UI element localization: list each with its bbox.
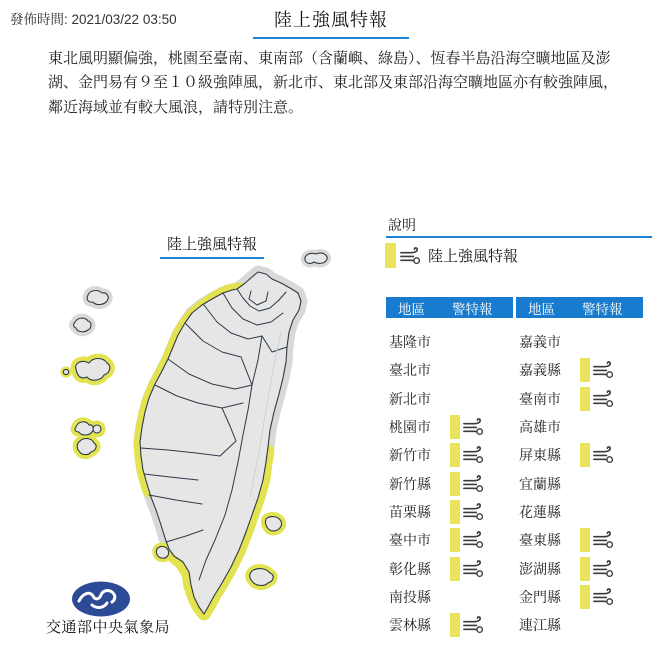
legend-item-label: 陸上強風特報	[428, 248, 519, 265]
region-name: 金門縣	[519, 588, 561, 605]
table-row	[516, 385, 643, 413]
strong-wind-icon	[592, 389, 615, 409]
map-title: 陸上強風特報	[160, 233, 264, 259]
warning-cell	[580, 585, 615, 609]
table-row	[386, 441, 513, 469]
table-row	[386, 611, 513, 639]
agency-name: 交通部中央氣象局	[46, 619, 171, 636]
strong-wind-icon	[462, 502, 485, 522]
table-header	[386, 297, 513, 318]
page-title: 陸上強風特報	[253, 6, 409, 39]
warning-color-bar	[580, 358, 590, 382]
strong-wind-icon	[462, 445, 485, 465]
table-row	[516, 498, 643, 526]
warning-color-bar	[450, 443, 460, 467]
warning-color-bar	[450, 528, 460, 552]
warning-color-bar	[450, 500, 460, 524]
strong-wind-icon	[592, 360, 615, 380]
table-row	[386, 554, 513, 582]
region-name: 基隆市	[389, 334, 431, 351]
strong-wind-icon	[592, 445, 615, 465]
region-name: 彰化縣	[389, 560, 431, 577]
strong-wind-icon	[592, 559, 615, 579]
region-name: 澎湖縣	[519, 560, 561, 577]
region-name: 嘉義縣	[519, 362, 561, 379]
table-row	[516, 328, 643, 356]
column-header-warning: 警特報	[582, 301, 623, 317]
strong-wind-icon	[462, 530, 485, 550]
region-name: 屏東縣	[519, 447, 561, 464]
table-row	[516, 469, 643, 497]
region-name: 高雄市	[519, 419, 561, 436]
warning-cell	[450, 557, 485, 581]
table-row	[516, 441, 643, 469]
region-name: 苗栗縣	[389, 503, 431, 520]
strong-wind-icon	[399, 246, 422, 266]
warning-cell	[580, 443, 615, 467]
region-name: 嘉義市	[519, 334, 561, 351]
table-row	[516, 583, 643, 611]
publish-time: 發佈時間: 2021/03/22 03:50	[10, 12, 177, 27]
warning-table-east	[516, 297, 643, 639]
warning-color-bar	[450, 472, 460, 496]
region-name: 宜蘭縣	[519, 475, 561, 492]
column-header-region: 地區	[398, 301, 425, 317]
table-row	[386, 356, 513, 384]
table-row	[516, 413, 643, 441]
table-row	[516, 356, 643, 384]
region-name: 新竹市	[389, 447, 431, 464]
warning-color-bar	[580, 585, 590, 609]
table-row	[386, 385, 513, 413]
strong-wind-icon	[592, 530, 615, 550]
strong-wind-icon	[592, 587, 615, 607]
legend-item	[385, 243, 518, 268]
table-row	[386, 498, 513, 526]
strong-wind-icon	[462, 615, 485, 635]
column-header-warning: 警特報	[452, 301, 493, 317]
warning-color-bar	[580, 557, 590, 581]
table-row	[516, 554, 643, 582]
region-name: 雲林縣	[389, 617, 431, 634]
warning-cell	[450, 613, 485, 637]
warning-cell	[580, 528, 615, 552]
warning-color-bar	[580, 528, 590, 552]
warning-color-swatch	[385, 243, 396, 268]
warning-color-bar	[580, 443, 590, 467]
warning-color-bar	[580, 387, 590, 411]
advisory-description: 東北風明顯偏強，桃園至臺南、東南部（含蘭嶼、綠島）、恆春半島沿海空曠地區及澎湖、金門易有９至１０級強陣風，新北市、東北部及東部沿海空曠地區亦有較強陣風，鄰近海域並有較大風浪，請特別注意。	[48, 50, 619, 116]
region-name: 臺南市	[519, 390, 561, 407]
table-row	[386, 526, 513, 554]
region-name: 連江縣	[519, 617, 561, 634]
warning-table-west	[386, 297, 513, 639]
warning-cell	[580, 387, 615, 411]
table-row	[386, 469, 513, 497]
region-name: 花蓮縣	[519, 503, 561, 520]
strong-wind-icon	[462, 417, 485, 437]
strong-wind-icon	[462, 559, 485, 579]
legend-divider	[386, 236, 652, 238]
table-row	[386, 413, 513, 441]
cwb-logo	[70, 580, 132, 618]
legend-title: 說明	[388, 217, 416, 233]
strong-wind-icon	[462, 474, 485, 494]
region-name: 新竹縣	[389, 475, 431, 492]
region-name: 臺東縣	[519, 532, 561, 549]
table-row	[386, 328, 513, 356]
warning-cell	[450, 472, 485, 496]
table-row	[516, 526, 643, 554]
table-header	[516, 297, 643, 318]
warning-color-bar	[450, 415, 460, 439]
warning-cell	[450, 443, 485, 467]
region-name: 南投縣	[389, 588, 431, 605]
warning-cell	[450, 415, 485, 439]
warning-cell	[450, 500, 485, 524]
warning-cell	[450, 528, 485, 552]
warning-cell	[580, 557, 615, 581]
warning-color-bar	[450, 557, 460, 581]
region-name: 新北市	[389, 390, 431, 407]
table-row	[386, 583, 513, 611]
warning-color-bar	[450, 613, 460, 637]
region-name: 臺北市	[389, 362, 431, 379]
region-name: 桃園市	[389, 419, 431, 436]
region-name: 臺中市	[389, 532, 431, 549]
column-header-region: 地區	[528, 301, 555, 317]
warning-cell	[580, 358, 615, 382]
table-row	[516, 611, 643, 639]
